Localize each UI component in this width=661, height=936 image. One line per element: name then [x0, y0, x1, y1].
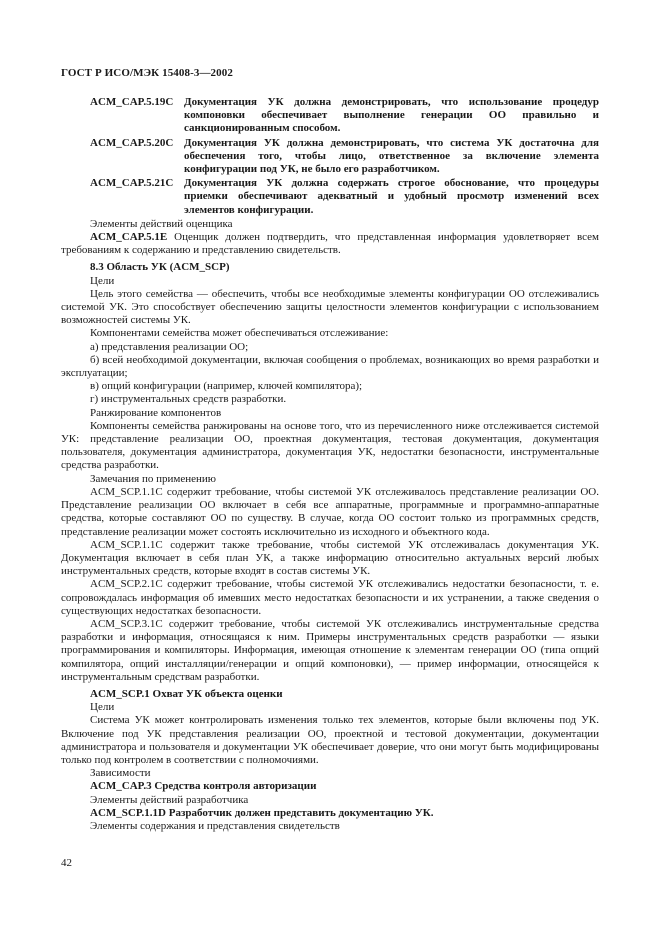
paragraph: Элементы действий оценщика	[90, 217, 233, 230]
paragraph: а) представления реализации ОО;	[90, 340, 249, 353]
requirement-code: ACM_CAP.5.20C	[90, 136, 174, 149]
paragraph: ACM_SCP.1.1C содержит также требование, чтобы системой УК отслеживалась документация УК. Документация включает в себя план УК, а также информацию относительно актуальных версий любых инструментальных средств, которые входят в состав системы УК.	[61, 538, 599, 578]
paragraph: Цели	[90, 701, 115, 714]
paragraph: Система УК может контролировать изменения только тех элементов, которые были включены под УК. Включение под УК представления реализации ОО, проектной и тестовой документации, документации администратора и пользователя и документации УК обеспечивает доверие, что они могут быть модифицированы только под контролем в соответствии с полномочиями.	[61, 714, 599, 766]
paragraph: ACM_SCP.1.1C содержит требование, чтобы системой УК отслеживалось представление реализации ОО. Представление реализации ОО включает в себя все аппаратные, программные и программно-аппаратные средства, которые составляют ОО по существу. В случае, когда ОО состоит только из программных средств, представление реализации может состоять исключительно из исходного и объектного кода.	[61, 485, 599, 538]
paragraph: Замечания по применению	[90, 472, 216, 485]
paragraph	[61, 231, 599, 257]
bold-element: ACM_SCP.1.1D Разработчик должен представить документацию УК.	[90, 806, 434, 819]
paragraph: Компонентами семейства может обеспечиваться отслеживание:	[90, 327, 389, 340]
paragraph: ACM_SCP.3.1C содержит требование, чтобы системой УК отслеживались инструментальные средства разработки и информация, относящаяся к ним. Примеры инструментальных средств разработки — языки программирования и компиляторы. Информация, имеющая отношение к элементам генерации ОО (типа опций компилятора, опций инсталляции/генерации и опций компоновки), — пример информации, относящейся к инструментальным средствам разработки.	[61, 617, 599, 683]
requirement-item	[90, 96, 599, 136]
requirement-text: Документация УК должна демонстрировать, что использование процедур компоновки обеспечивает выполнение генерации ОО правильно и санкционированным способом.	[184, 96, 599, 135]
requirement-code: ACM_CAP.5.19C	[90, 96, 174, 108]
document-header: ГОСТ Р ИСО/МЭК 15408-3—2002	[61, 67, 233, 79]
requirement-text: Документация УК должна демонстрировать, что система УК достаточна для обеспечения того, чтобы лицо, ответственное за включение элемента конфигурации под УК, не было его разработчиком.	[184, 136, 599, 176]
element-code: ACM_CAP.5.1E	[90, 231, 168, 244]
requirement-item	[90, 137, 599, 177]
paragraph: Цель этого семейства — обеспечить, чтобы все необходимые элементы конфигурации ОО отслеживались системой УК. Это способствует обеспечению защиты целостности элементов конфигурации с использованием возможностей системы УК.	[61, 287, 599, 327]
paragraph: ACM_SCP.2.1C содержит требование, чтобы системой УК отслеживались недостатки безопасности, т. е. сопровождалась информация об имевших место недостатках безопасности и их устранении, а также сведения о существующих недостатках безопасности.	[61, 578, 599, 617]
paragraph: Зависимости	[90, 767, 151, 780]
paragraph: Цели	[90, 274, 115, 287]
requirement-text: Документация УК должна содержать строгое обоснование, что процедуры приемки обеспечивают адекватный и удобный просмотр изменений всех элементов конфигурации.	[184, 177, 599, 216]
requirement-item	[90, 177, 599, 217]
paragraph: Элементы содержания и представления свидетельств	[90, 819, 340, 832]
document-body	[61, 96, 599, 833]
section-heading: 8.3 Область УК (ACM_SCP)	[90, 261, 230, 274]
paragraph: г) инструментальных средств разработки.	[90, 393, 287, 406]
section-heading: ACM_SCP.1 Охват УК объекта оценки	[90, 687, 283, 700]
requirement-code: ACM_CAP.5.21C	[90, 177, 174, 190]
paragraph: Компоненты семейства ранжированы на основе того, что из перечисленного ниже отслеживается системой УК: представление реализации ОО, проектная документация, тестовая документация, документация пользователя, документация администратора, документация УК, недостатки безопасности, инструментальные средства разработки.	[61, 419, 599, 472]
paragraph: в) опций конфигурации (например, ключей компилятора);	[90, 380, 363, 393]
paragraph: Ранжирование компонентов	[90, 406, 222, 419]
paragraph-text: Оценщик должен подтвердить, что представленная информация удовлетворяет всем требованиям к содержанию и представлению свидетельств.	[61, 231, 599, 257]
paragraph: Элементы действий разработчика	[90, 793, 249, 806]
paragraph: б) всей необходимой документации, включая сообщения о проблемах, возникающих во время разработки и эксплуатации;	[61, 353, 599, 380]
bold-element: ACM_CAP.3 Средства контроля авторизации	[90, 780, 317, 793]
page-number: 42	[61, 857, 72, 869]
